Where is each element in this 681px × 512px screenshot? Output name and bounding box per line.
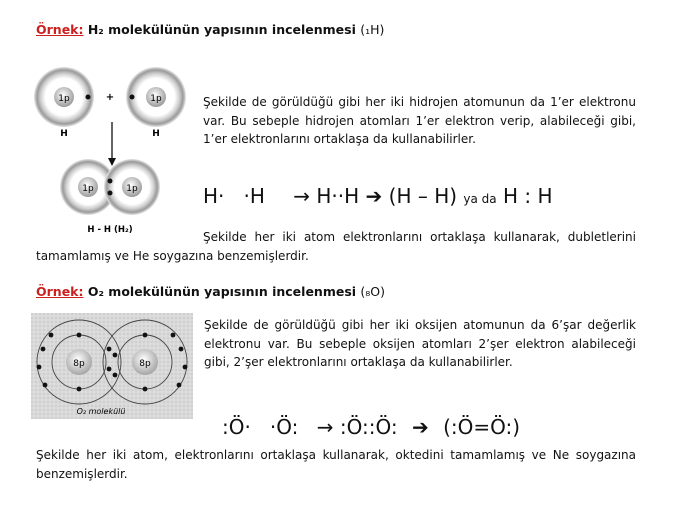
bold-arrow-icon: ➔ [411, 415, 429, 439]
line-molecule: (H – H) [388, 184, 458, 208]
hydrogen-molecule [60, 159, 160, 215]
dot-molecule: :Ö::Ö: [339, 415, 398, 439]
heading-title: H₂ molekülünün yapısının incelenmesi [87, 22, 356, 37]
oxygen-molecule-figure [31, 313, 193, 419]
proton-label: 1p [126, 184, 138, 194]
separate-atoms: H· ·H [203, 184, 265, 208]
plus-sign: + [105, 92, 115, 103]
example1-heading [36, 22, 384, 37]
down-arrow-icon [108, 122, 116, 166]
example2-equation [222, 415, 520, 439]
example2-paragraph2: Şekilde her iki atom, elektronlarını ortaklaşa kullanarak, oktedini tamamlamış ve Ne soygazına benzemişlerdir. [36, 448, 636, 481]
element-mark: (₁H) [360, 22, 385, 37]
molecule-label: H - H (H₂) [87, 225, 133, 235]
proton-label: 1p [150, 94, 162, 104]
proton-label: 1p [58, 94, 70, 104]
bond-molecule: (:Ö=Ö:) [443, 415, 521, 439]
ya-da-text: ya da [463, 192, 497, 206]
figure-caption: O₂ molekülü [76, 407, 126, 416]
example1-equation [203, 184, 553, 208]
separate-atoms: :Ö· ·Ö: [222, 415, 299, 439]
example2-paragraph1: Şekilde de görüldüğü gibi her iki oksijen atomunun da 6’şar değerlik elektronu var. Bu sebeple oksijen atomları 2’şer elektron alabileceği gibi, 2’şer elektronlarını ortaklaşa da kullanabilirler. [204, 318, 636, 370]
ornek-label: Örnek: [36, 284, 84, 299]
example2-heading [36, 284, 385, 299]
proton-label: 8p [73, 359, 85, 369]
element-mark: (₈O) [360, 284, 386, 299]
example1-paragraph1: Şekilde de görüldüğü gibi her iki hidrojen atomunun da 1’er elektronu var. Bu sebeple hidrojen atomları 1’er elektron verip, alabileceği gibi, 1’er elektronlarını ortaklaşa da kullanabilirler. [203, 95, 636, 147]
heading-title: O₂ molekülünün yapısının incelenmesi [87, 284, 357, 299]
dot-molecule: H··H [316, 184, 360, 208]
atom-label-left: H [60, 129, 68, 139]
arrow-icon: → [293, 184, 310, 208]
example1-paragraph2: Şekilde her iki atom elektronlarını ortaklaşa kullanarak, dubletlerini tamamlamış ve He soygazına benzemişlerdir. [36, 230, 636, 263]
bold-arrow-icon: ➔ [365, 184, 383, 208]
proton-label: 1p [82, 184, 94, 194]
hydrogen-figure [28, 62, 198, 252]
proton-label: 8p [139, 359, 151, 369]
arrow-icon: → [316, 415, 334, 439]
atom-label-right: H [152, 129, 160, 139]
colon-molecule: H : H [503, 184, 553, 208]
ornek-label: Örnek: [36, 22, 84, 37]
